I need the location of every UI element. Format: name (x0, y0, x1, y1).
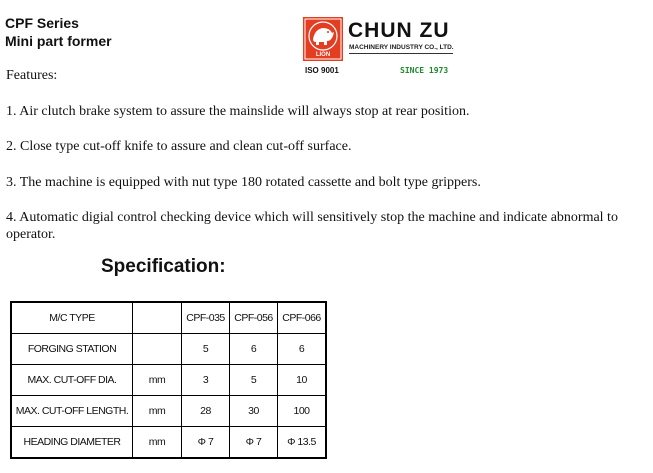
feature-item: 2. Close type cut-off knife to assure and clean cut-off surface. (6, 139, 352, 154)
series-title: CPF Series (5, 15, 79, 31)
lion-emblem-icon (303, 17, 343, 61)
company-name: CHUN ZU (348, 19, 450, 42)
table-cell: 5 (182, 334, 230, 365)
table-row (11, 396, 326, 427)
table-cell: Φ 7 (230, 427, 278, 459)
company-tagline: MACHINERY INDUSTRY CO., LTD. (349, 44, 454, 51)
table-row (11, 427, 326, 459)
table-cell: Φ 7 (182, 427, 230, 459)
lion-logo-icon (303, 17, 343, 61)
table-cell: 5 (230, 365, 278, 396)
company-logo (303, 17, 463, 77)
table-cell: 6 (278, 334, 327, 365)
table-header-cell: CPF-056 (230, 302, 278, 334)
table-cell: mm (133, 427, 182, 459)
table-cell: 3 (182, 365, 230, 396)
table-cell: 28 (182, 396, 230, 427)
logo-divider (349, 53, 453, 54)
feature-item: 1. Air clutch brake system to assure the mainslide will always stop at rear position. (6, 104, 470, 119)
table-cell: Φ 13.5 (278, 427, 327, 459)
table-cell: 10 (278, 365, 327, 396)
specification-table (10, 301, 327, 459)
table-cell: MAX. CUT-OFF DIA. (11, 365, 133, 396)
table-header-cell: CPF-066 (278, 302, 327, 334)
table-cell (133, 334, 182, 365)
features-heading: Features: (6, 68, 58, 83)
series-subtitle: Mini part former (5, 33, 112, 49)
table-header-cell: CPF-035 (182, 302, 230, 334)
table-cell: mm (133, 365, 182, 396)
table-cell: 100 (278, 396, 327, 427)
table-cell: MAX. CUT-OFF LENGTH. (11, 396, 133, 427)
since-label: SINCE 1973 (400, 66, 449, 75)
iso-label: ISO 9001 (305, 66, 339, 75)
feature-item: 4. Automatic digial control checking device which will sensitively stop the machine and indicate abnormal to operator. (6, 210, 618, 242)
table-cell: 6 (230, 334, 278, 365)
specification-heading: Specification: (101, 256, 226, 277)
feature-item: 3. The machine is equipped with nut type 180 rotated cassette and bolt type grippers. (6, 175, 481, 190)
table-cell: mm (133, 396, 182, 427)
table-header-cell: M/C TYPE (11, 302, 133, 334)
table-header-row (11, 302, 326, 334)
table-cell: FORGING STATION (11, 334, 133, 365)
table-row (11, 365, 326, 396)
table-header-cell (133, 302, 182, 334)
table-cell: HEADING DIAMETER (11, 427, 133, 459)
logo-mark-text: LION (315, 52, 331, 58)
table-row (11, 334, 326, 365)
table-cell: 30 (230, 396, 278, 427)
